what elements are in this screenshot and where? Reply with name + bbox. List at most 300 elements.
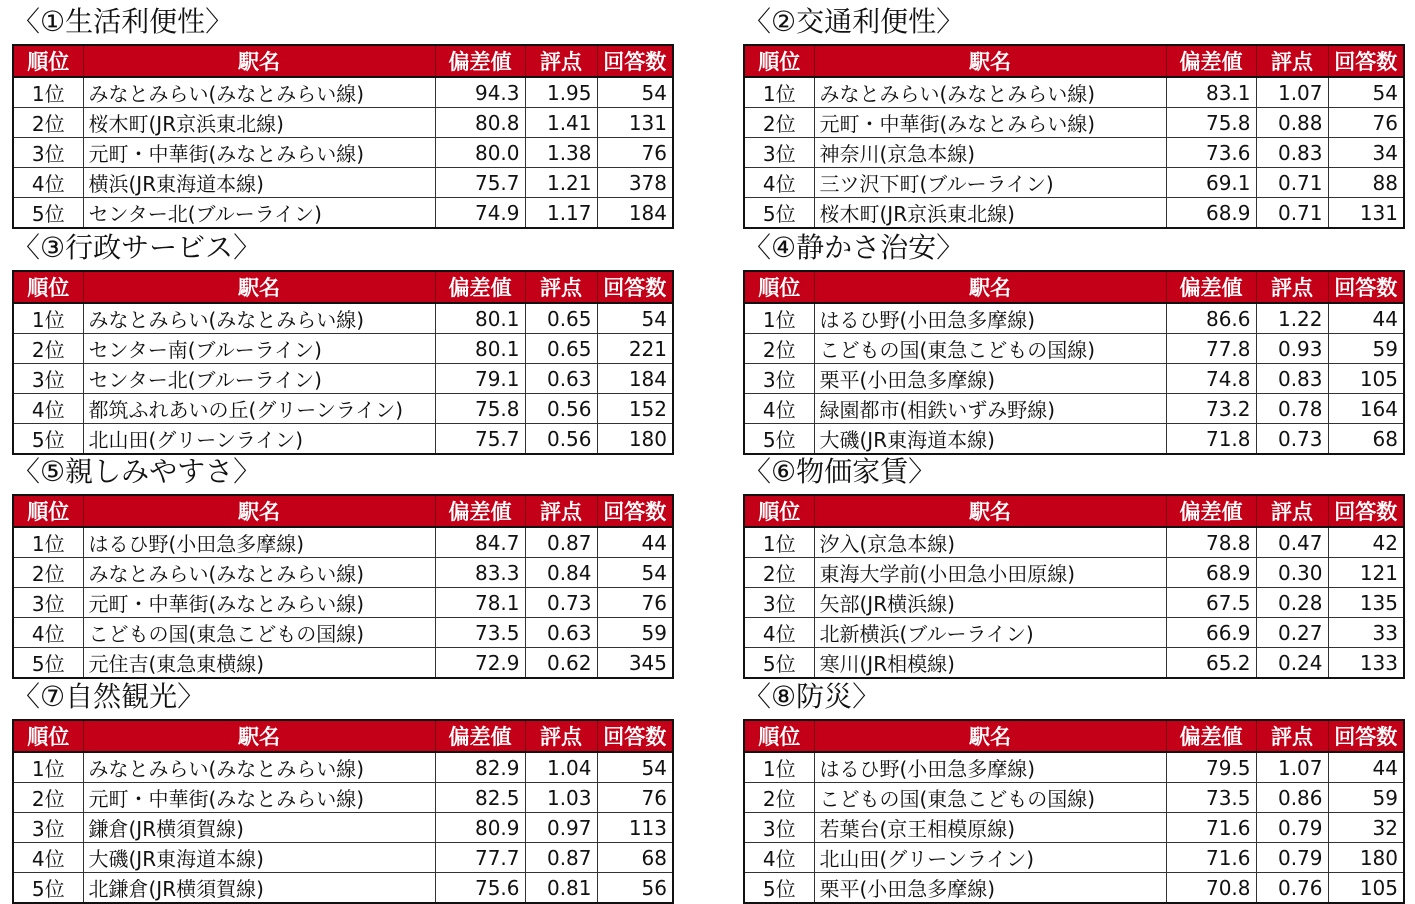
deviation-cell: 73.6 [1166,138,1256,168]
responses-cell: 68 [1328,424,1404,455]
col-header-rank: 順位 [744,720,814,752]
score-cell: 0.73 [1256,424,1328,455]
station-cell: 矢部(JR横浜線) [814,588,1166,618]
table-row [13,138,673,168]
rank-cell: 2位 [13,783,83,813]
col-header-station: 駅名 [83,720,435,752]
rank-cell: 4位 [13,168,83,198]
ranking-section-6 [743,452,1403,679]
score-cell: 0.62 [525,648,597,679]
table-row [744,813,1404,843]
ranking-table [12,270,674,455]
rank-cell: 5位 [744,873,814,904]
responses-cell: 68 [597,843,673,873]
deviation-cell: 65.2 [1166,648,1256,679]
responses-cell: 133 [1328,648,1404,679]
rank-cell: 1位 [744,527,814,558]
responses-cell: 152 [597,394,673,424]
table-header-row [13,271,673,303]
table-row [744,394,1404,424]
table-row [13,168,673,198]
rank-cell: 4位 [13,843,83,873]
responses-cell: 131 [1328,198,1404,229]
score-cell: 1.38 [525,138,597,168]
deviation-cell: 75.7 [435,168,525,198]
station-cell: 元町・中華街(みなとみらい線) [814,108,1166,138]
section-title: 〈⑥物価家賃〉 [743,455,937,488]
table-row [13,873,673,904]
ranking-section-8 [743,677,1403,904]
table-row [744,364,1404,394]
rank-cell: 5位 [744,424,814,455]
table-row [744,77,1404,108]
section-title: 〈③行政サービス〉 [12,231,262,264]
col-header-score: 評点 [525,45,597,77]
section-title: 〈④静かさ治安〉 [743,231,965,264]
ranking-section-2 [743,2,1403,229]
station-cell: 元町・中華街(みなとみらい線) [83,138,435,168]
ranking-section-1 [12,2,672,229]
col-header-station: 駅名 [83,271,435,303]
responses-cell: 44 [1328,303,1404,334]
station-cell: センター北(ブルーライン) [83,198,435,229]
table-row [13,843,673,873]
table-row [13,783,673,813]
responses-cell: 184 [597,198,673,229]
station-cell: 緑園都市(相鉄いずみ野線) [814,394,1166,424]
score-cell: 0.78 [1256,394,1328,424]
rank-cell: 1位 [744,752,814,783]
deviation-cell: 77.7 [435,843,525,873]
deviation-cell: 72.9 [435,648,525,679]
station-cell: 桜木町(JR京浜東北線) [83,108,435,138]
responses-cell: 33 [1328,618,1404,648]
deviation-cell: 67.5 [1166,588,1256,618]
responses-cell: 105 [1328,873,1404,904]
responses-cell: 59 [1328,334,1404,364]
station-cell: こどもの国(東急こどもの国線) [814,783,1166,813]
responses-cell: 76 [1328,108,1404,138]
ranking-table [743,270,1405,455]
deviation-cell: 71.6 [1166,843,1256,873]
deviation-cell: 73.5 [1166,783,1256,813]
ranking-table [12,44,674,229]
rank-cell: 1位 [13,527,83,558]
table-header-row [13,720,673,752]
deviation-cell: 78.1 [435,588,525,618]
col-header-score: 評点 [1256,45,1328,77]
deviation-cell: 74.8 [1166,364,1256,394]
rank-cell: 2位 [744,783,814,813]
station-cell: こどもの国(東急こどもの国線) [83,618,435,648]
station-cell: 北山田(グリーンライン) [814,843,1166,873]
col-header-deviation: 偏差値 [435,271,525,303]
section-title: 〈⑧防災〉 [743,680,881,713]
col-header-responses: 回答数 [1328,720,1404,752]
table-row [744,873,1404,904]
rank-cell: 5位 [13,424,83,455]
responses-cell: 113 [597,813,673,843]
table-row [744,588,1404,618]
table-row [13,527,673,558]
score-cell: 1.41 [525,108,597,138]
table-header-row [744,271,1404,303]
table-row [13,813,673,843]
table-row [13,648,673,679]
table-row [744,303,1404,334]
score-cell: 0.30 [1256,558,1328,588]
deviation-cell: 80.0 [435,138,525,168]
score-cell: 0.63 [525,618,597,648]
col-header-rank: 順位 [744,495,814,527]
score-cell: 0.65 [525,334,597,364]
station-cell: 北鎌倉(JR横須賀線) [83,873,435,904]
col-header-rank: 順位 [13,495,83,527]
col-header-score: 評点 [525,720,597,752]
score-cell: 0.83 [1256,364,1328,394]
table-header-row [744,720,1404,752]
table-header-row [744,45,1404,77]
score-cell: 1.21 [525,168,597,198]
col-header-score: 評点 [525,271,597,303]
deviation-cell: 94.3 [435,77,525,108]
score-cell: 0.87 [525,527,597,558]
responses-cell: 184 [597,364,673,394]
col-header-station: 駅名 [83,495,435,527]
station-cell: 東海大学前(小田急小田原線) [814,558,1166,588]
col-header-station: 駅名 [814,271,1166,303]
rank-cell: 2位 [744,334,814,364]
score-cell: 0.97 [525,813,597,843]
col-header-deviation: 偏差値 [1166,720,1256,752]
deviation-cell: 84.7 [435,527,525,558]
col-header-station: 駅名 [814,495,1166,527]
responses-cell: 32 [1328,813,1404,843]
section-title: 〈①生活利便性〉 [12,5,234,38]
col-header-rank: 順位 [13,720,83,752]
col-header-deviation: 偏差値 [1166,45,1256,77]
col-header-deviation: 偏差値 [435,720,525,752]
col-header-rank: 順位 [13,45,83,77]
rank-cell: 4位 [744,394,814,424]
rank-cell: 5位 [13,873,83,904]
rank-cell: 3位 [13,364,83,394]
station-cell: 横浜(JR東海道本線) [83,168,435,198]
ranking-section-7 [12,677,672,904]
table-row [744,198,1404,229]
rank-cell: 4位 [744,843,814,873]
col-header-station: 駅名 [814,45,1166,77]
deviation-cell: 71.6 [1166,813,1256,843]
score-cell: 1.17 [525,198,597,229]
deviation-cell: 83.3 [435,558,525,588]
station-cell: 北山田(グリーンライン) [83,424,435,455]
deviation-cell: 73.2 [1166,394,1256,424]
score-cell: 0.24 [1256,648,1328,679]
col-header-deviation: 偏差値 [1166,495,1256,527]
table-row [744,618,1404,648]
ranking-table [12,494,674,679]
table-row [744,843,1404,873]
score-cell: 0.93 [1256,334,1328,364]
responses-cell: 164 [1328,394,1404,424]
col-header-responses: 回答数 [597,271,673,303]
table-header-row [13,45,673,77]
rank-cell: 1位 [13,77,83,108]
rank-cell: 1位 [13,303,83,334]
rank-cell: 1位 [744,303,814,334]
responses-cell: 44 [1328,752,1404,783]
rank-cell: 5位 [13,198,83,229]
station-cell: 栗平(小田急多摩線) [814,364,1166,394]
responses-cell: 44 [597,527,673,558]
score-cell: 0.28 [1256,588,1328,618]
score-cell: 0.47 [1256,527,1328,558]
col-header-responses: 回答数 [597,720,673,752]
deviation-cell: 79.1 [435,364,525,394]
deviation-cell: 86.6 [1166,303,1256,334]
col-header-responses: 回答数 [1328,45,1404,77]
station-cell: 都筑ふれあいの丘(グリーンライン) [83,394,435,424]
deviation-cell: 66.9 [1166,618,1256,648]
station-cell: 元町・中華街(みなとみらい線) [83,588,435,618]
col-header-responses: 回答数 [1328,495,1404,527]
score-cell: 1.07 [1256,77,1328,108]
score-cell: 0.81 [525,873,597,904]
score-cell: 0.63 [525,364,597,394]
score-cell: 0.79 [1256,843,1328,873]
table-row [13,334,673,364]
col-header-station: 駅名 [814,720,1166,752]
table-row [13,618,673,648]
station-cell: 元町・中華街(みなとみらい線) [83,783,435,813]
responses-cell: 54 [597,77,673,108]
rank-cell: 3位 [744,364,814,394]
station-cell: みなとみらい(みなとみらい線) [83,77,435,108]
score-cell: 0.71 [1256,168,1328,198]
deviation-cell: 75.7 [435,424,525,455]
score-cell: 1.04 [525,752,597,783]
table-row [744,752,1404,783]
responses-cell: 121 [1328,558,1404,588]
score-cell: 1.03 [525,783,597,813]
score-cell: 0.88 [1256,108,1328,138]
rank-cell: 3位 [744,588,814,618]
responses-cell: 54 [597,558,673,588]
rank-cell: 2位 [744,558,814,588]
col-header-deviation: 偏差値 [1166,271,1256,303]
station-cell: みなとみらい(みなとみらい線) [814,77,1166,108]
deviation-cell: 75.8 [1166,108,1256,138]
station-cell: みなとみらい(みなとみらい線) [83,752,435,783]
rank-cell: 4位 [744,168,814,198]
section-title: 〈⑦自然観光〉 [12,680,206,713]
deviation-cell: 74.9 [435,198,525,229]
table-row [13,752,673,783]
deviation-cell: 78.8 [1166,527,1256,558]
score-cell: 0.56 [525,394,597,424]
rank-cell: 2位 [13,334,83,364]
responses-cell: 180 [597,424,673,455]
table-row [744,138,1404,168]
col-header-deviation: 偏差値 [435,495,525,527]
responses-cell: 378 [597,168,673,198]
rank-cell: 2位 [13,558,83,588]
table-row [744,108,1404,138]
table-row [744,648,1404,679]
responses-cell: 76 [597,138,673,168]
table-header-row [13,495,673,527]
deviation-cell: 82.5 [435,783,525,813]
responses-cell: 56 [597,873,673,904]
ranking-section-3 [12,228,672,455]
station-cell: 鎌倉(JR横須賀線) [83,813,435,843]
rank-cell: 5位 [13,648,83,679]
score-cell: 0.73 [525,588,597,618]
score-cell: 0.27 [1256,618,1328,648]
table-row [13,364,673,394]
deviation-cell: 80.1 [435,303,525,334]
rank-cell: 1位 [744,77,814,108]
col-header-score: 評点 [1256,720,1328,752]
deviation-cell: 68.9 [1166,198,1256,229]
table-row [13,303,673,334]
station-cell: センター北(ブルーライン) [83,364,435,394]
responses-cell: 105 [1328,364,1404,394]
score-cell: 0.84 [525,558,597,588]
col-header-responses: 回答数 [597,495,673,527]
rank-cell: 4位 [13,394,83,424]
responses-cell: 54 [1328,77,1404,108]
station-cell: 栗平(小田急多摩線) [814,873,1166,904]
station-cell: 寒川(JR相模線) [814,648,1166,679]
responses-cell: 59 [597,618,673,648]
table-row [744,424,1404,455]
score-cell: 0.65 [525,303,597,334]
deviation-cell: 71.8 [1166,424,1256,455]
table-row [744,783,1404,813]
section-title: 〈②交通利便性〉 [743,5,965,38]
deviation-cell: 75.8 [435,394,525,424]
table-row [13,108,673,138]
ranking-section-4 [743,228,1403,455]
deviation-cell: 80.8 [435,108,525,138]
col-header-station: 駅名 [83,45,435,77]
responses-cell: 42 [1328,527,1404,558]
table-header-row [744,495,1404,527]
station-cell: センター南(ブルーライン) [83,334,435,364]
rank-cell: 4位 [744,618,814,648]
rank-cell: 5位 [744,648,814,679]
station-cell: こどもの国(東急こどもの国線) [814,334,1166,364]
ranking-table [12,719,674,904]
table-row [13,198,673,229]
responses-cell: 54 [597,303,673,334]
rank-cell: 5位 [744,198,814,229]
table-row [13,588,673,618]
table-row [744,168,1404,198]
station-cell: はるひ野(小田急多摩線) [814,303,1166,334]
deviation-cell: 82.9 [435,752,525,783]
rank-cell: 1位 [13,752,83,783]
deviation-cell: 79.5 [1166,752,1256,783]
score-cell: 0.83 [1256,138,1328,168]
rank-cell: 3位 [13,588,83,618]
score-cell: 0.71 [1256,198,1328,229]
rank-cell: 3位 [13,813,83,843]
col-header-score: 評点 [1256,495,1328,527]
station-cell: 三ツ沢下町(ブルーライン) [814,168,1166,198]
deviation-cell: 80.1 [435,334,525,364]
table-row [744,527,1404,558]
station-cell: 大磯(JR東海道本線) [83,843,435,873]
ranking-table [743,719,1405,904]
rank-cell: 3位 [744,138,814,168]
score-cell: 1.07 [1256,752,1328,783]
score-cell: 0.56 [525,424,597,455]
station-cell: みなとみらい(みなとみらい線) [83,558,435,588]
station-cell: 元住吉(東急東横線) [83,648,435,679]
station-cell: 汐入(京急本線) [814,527,1166,558]
score-cell: 1.95 [525,77,597,108]
table-row [13,558,673,588]
responses-cell: 59 [1328,783,1404,813]
col-header-rank: 順位 [13,271,83,303]
deviation-cell: 77.8 [1166,334,1256,364]
score-cell: 0.79 [1256,813,1328,843]
station-cell: はるひ野(小田急多摩線) [814,752,1166,783]
table-row [13,424,673,455]
ranking-table [743,44,1405,229]
col-header-rank: 順位 [744,271,814,303]
col-header-responses: 回答数 [1328,271,1404,303]
rank-cell: 2位 [13,108,83,138]
table-row [13,77,673,108]
col-header-score: 評点 [525,495,597,527]
station-cell: 桜木町(JR京浜東北線) [814,198,1166,229]
deviation-cell: 75.6 [435,873,525,904]
station-cell: 北新横浜(ブルーライン) [814,618,1166,648]
station-cell: はるひ野(小田急多摩線) [83,527,435,558]
station-cell: 若葉台(京王相模原線) [814,813,1166,843]
rank-cell: 3位 [13,138,83,168]
col-header-deviation: 偏差値 [435,45,525,77]
score-cell: 0.86 [1256,783,1328,813]
deviation-cell: 73.5 [435,618,525,648]
table-row [13,394,673,424]
station-cell: 大磯(JR東海道本線) [814,424,1166,455]
responses-cell: 54 [597,752,673,783]
rank-cell: 4位 [13,618,83,648]
responses-cell: 76 [597,588,673,618]
col-header-responses: 回答数 [597,45,673,77]
col-header-score: 評点 [1256,271,1328,303]
ranking-table [743,494,1405,679]
deviation-cell: 83.1 [1166,77,1256,108]
ranking-section-5 [12,452,672,679]
col-header-rank: 順位 [744,45,814,77]
responses-cell: 180 [1328,843,1404,873]
responses-cell: 131 [597,108,673,138]
rank-cell: 2位 [744,108,814,138]
station-cell: みなとみらい(みなとみらい線) [83,303,435,334]
responses-cell: 221 [597,334,673,364]
deviation-cell: 80.9 [435,813,525,843]
score-cell: 0.76 [1256,873,1328,904]
section-title: 〈⑤親しみやすさ〉 [12,455,262,488]
station-cell: 神奈川(京急本線) [814,138,1166,168]
responses-cell: 34 [1328,138,1404,168]
